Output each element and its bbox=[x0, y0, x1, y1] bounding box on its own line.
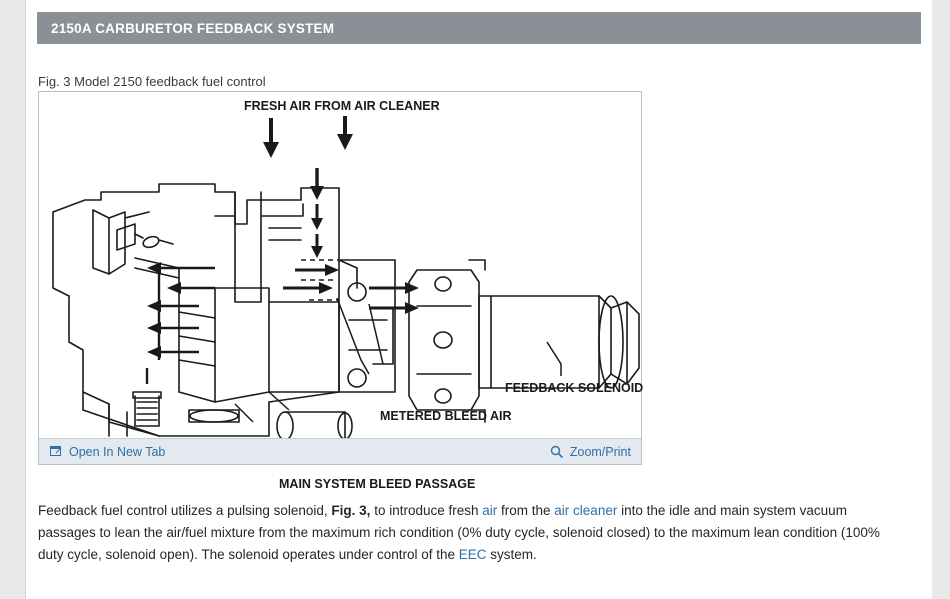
label-feedback-solenoid: FEEDBACK SOLENOID bbox=[505, 381, 644, 395]
body-text-part-3: from the bbox=[497, 503, 555, 518]
body-text-part-1: Feedback fuel control utilizes a pulsing solenoid, bbox=[38, 503, 332, 518]
magnifier-icon bbox=[550, 445, 564, 459]
page-title-text: 2150A CARBURETOR FEEDBACK SYSTEM bbox=[51, 20, 335, 36]
zoom-print-button[interactable] bbox=[550, 445, 631, 459]
label-main-system: MAIN SYSTEM BLEED PASSAGE bbox=[279, 477, 476, 491]
label-fresh-air: FRESH AIR FROM AIR CLEANER bbox=[244, 99, 440, 113]
figure-caption: Fig. 3 Model 2150 feedback fuel control bbox=[38, 74, 266, 89]
right-gutter bbox=[931, 0, 950, 599]
open-in-new-tab-button[interactable] bbox=[49, 445, 165, 459]
body-paragraph bbox=[38, 500, 904, 566]
link-air-cleaner[interactable]: air cleaner bbox=[554, 503, 618, 518]
page-title bbox=[37, 12, 921, 44]
body-text-part-5: system. bbox=[486, 547, 537, 562]
new-window-icon bbox=[49, 445, 63, 459]
body-text-part-2: to introduce fresh bbox=[370, 503, 483, 518]
document-content bbox=[26, 0, 932, 599]
figure-toolbar bbox=[39, 438, 641, 464]
open-in-new-tab-label: Open In New Tab bbox=[69, 444, 166, 459]
figure-reference: Fig. 3, bbox=[331, 503, 371, 518]
link-air[interactable]: air bbox=[482, 503, 498, 518]
zoom-print-label: Zoom/Print bbox=[569, 444, 631, 459]
body-text-part-4: into the idle and main system vacuum passages to lean the air/fuel mixture from the maximum rich condition (0% duty cycle, solenoid closed) to the maximum lean condition (100% duty cycle, solenoid open). The solenoid operates under control of the bbox=[38, 503, 880, 562]
left-gutter bbox=[0, 0, 26, 599]
link-eec[interactable]: EEC bbox=[458, 547, 487, 562]
figure-container bbox=[38, 91, 644, 491]
label-metered-bleed-air: METERED BLEED AIR bbox=[380, 409, 512, 423]
